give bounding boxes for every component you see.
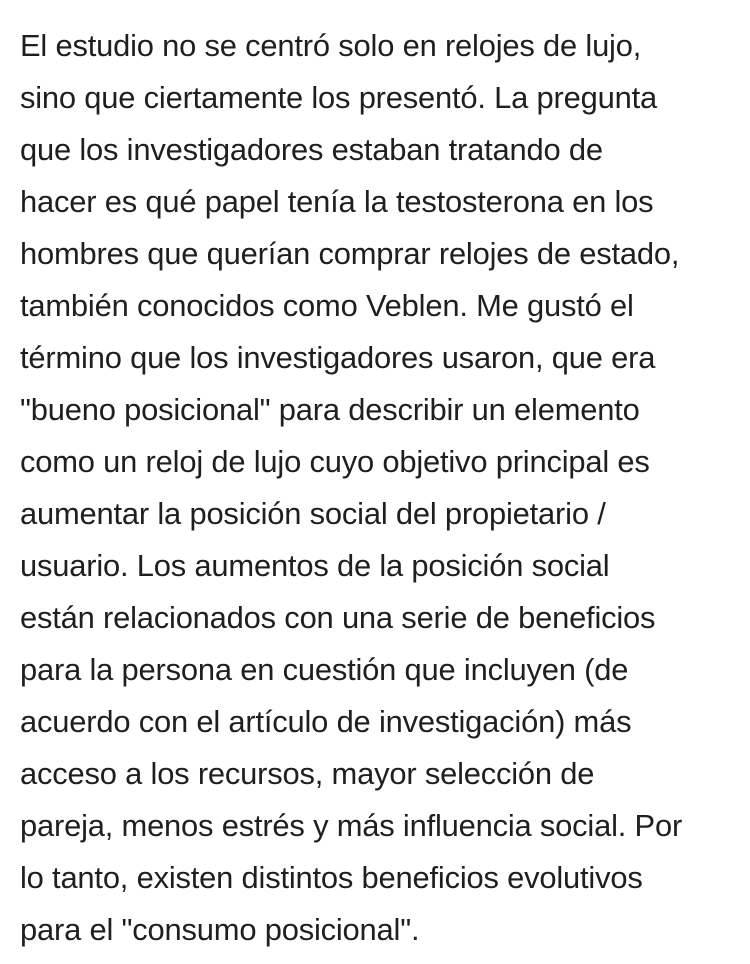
- text-line: pareja, menos estrés y más influencia social. Por: [20, 808, 683, 843]
- text-line: acceso a los recursos, mayor selección de: [20, 756, 595, 791]
- text-line: que los investigadores estaban tratando de: [20, 132, 603, 167]
- text-line: lo tanto, existen distintos beneficios evolutivos: [20, 860, 643, 895]
- text-line: usuario. Los aumentos de la posición social: [20, 548, 610, 583]
- text-line: para el "consumo posicional".: [20, 912, 420, 947]
- text-line: hombres que querían comprar relojes de estado,: [20, 236, 680, 271]
- text-line: para la persona en cuestión que incluyen (de: [20, 652, 629, 687]
- text-line: también conocidos como Veblen. Me gustó el: [20, 288, 634, 323]
- text-line: "bueno posicional" para describir un elemento: [20, 392, 640, 427]
- text-line: El estudio no se centró solo en relojes de lujo,: [20, 28, 642, 63]
- article-body: [20, 20, 740, 956]
- text-line: término que los investigadores usaron, que era: [20, 340, 656, 375]
- text-line: hacer es qué papel tenía la testosterona en los: [20, 184, 654, 219]
- text-line: están relacionados con una serie de beneficios: [20, 600, 656, 635]
- text-line: como un reloj de lujo cuyo objetivo principal es: [20, 444, 650, 479]
- text-line: sino que ciertamente los presentó. La pregunta: [20, 80, 658, 115]
- text-line: aumentar la posición social del propietario /: [20, 496, 606, 531]
- text-line: acuerdo con el artículo de investigación) más: [20, 704, 632, 739]
